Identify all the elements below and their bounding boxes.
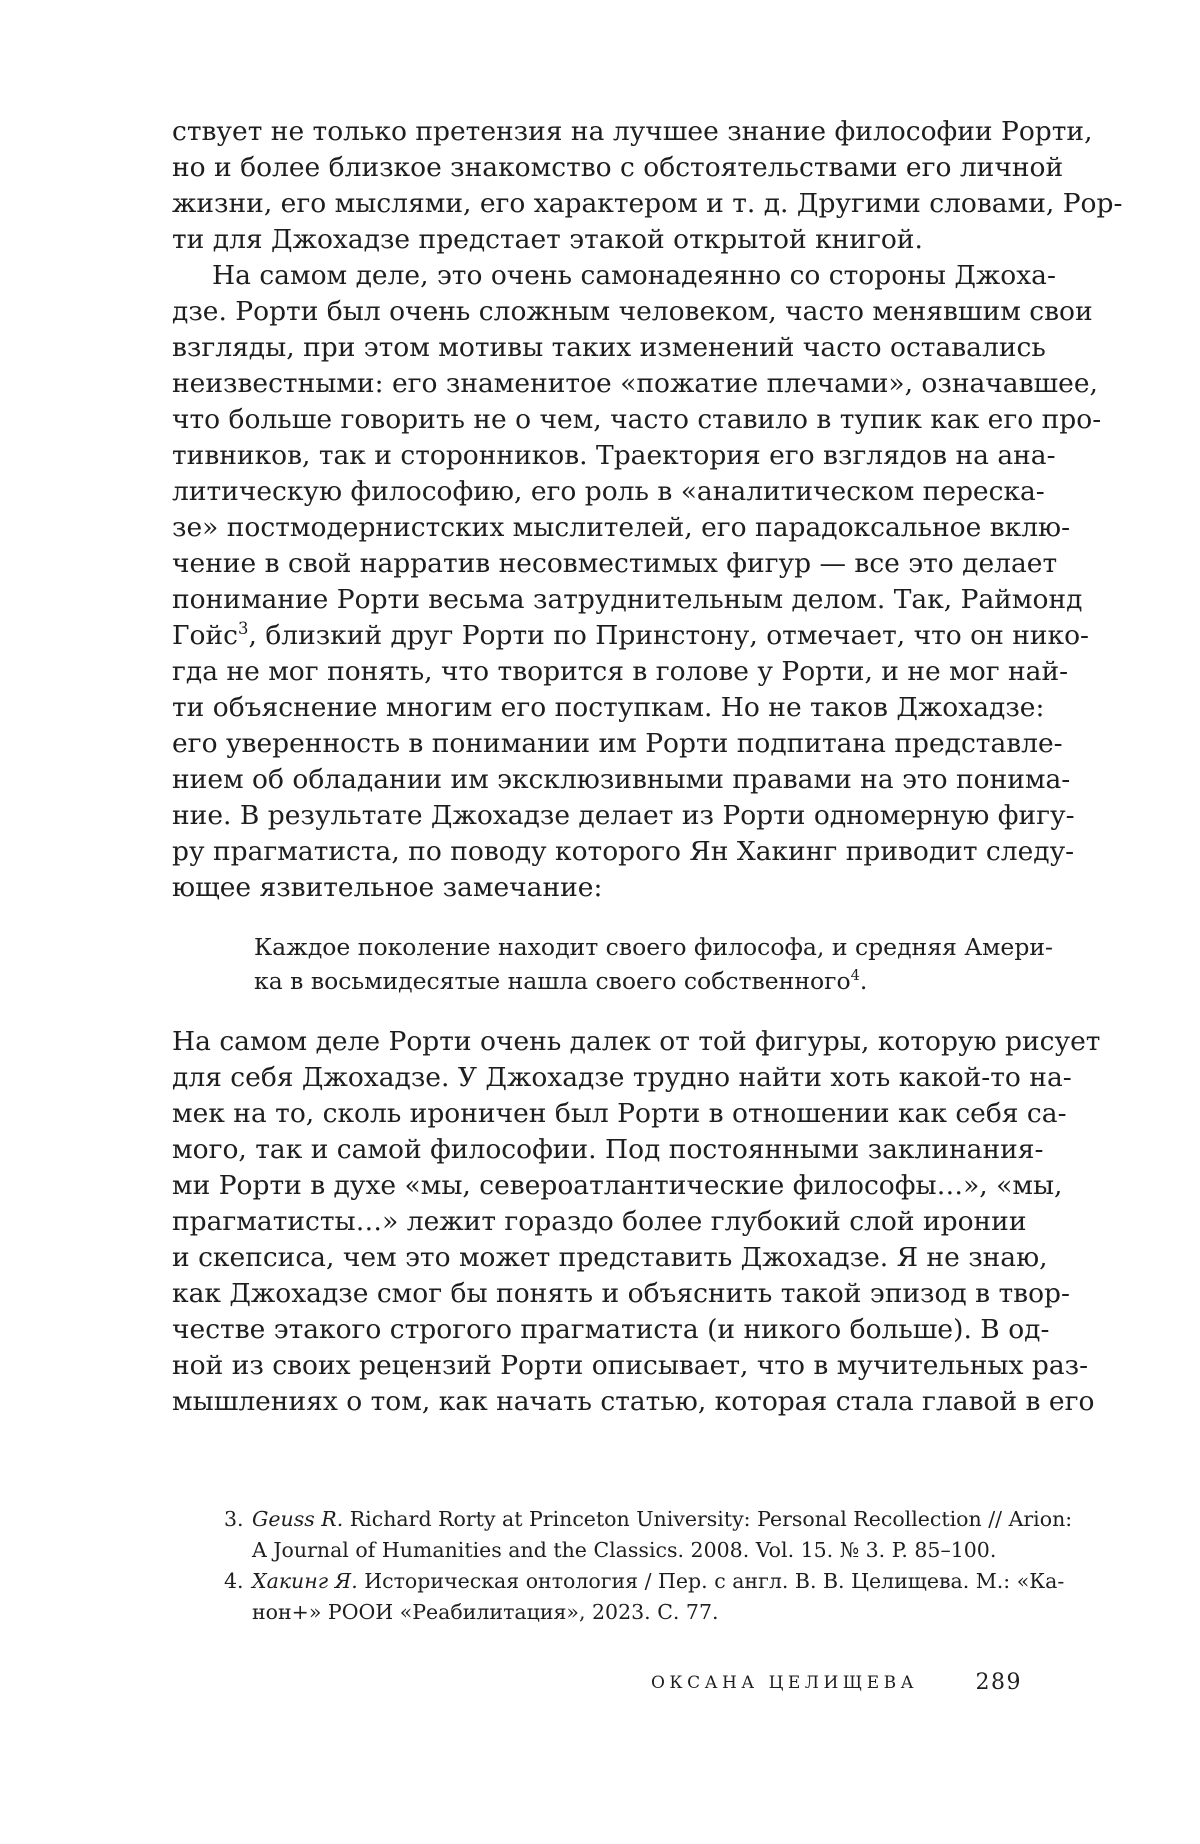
text-line: ти для Джохадзе предстает этакой открытой книгой. [172,224,923,255]
text-line: ющее язвительное замечание: [172,872,603,903]
text-line: понимание Рорти весьма затруднительным делом. Так, Раймонд [172,584,1083,615]
quote-period: . [859,967,868,995]
block-quote [254,930,1053,998]
paragraph-first-line: На самом деле, это очень самонадеянно со стороны Джоха- [212,260,1056,291]
footnote-text: Историческая онтология / Пер. с англ. В. В. Целищева. М.: «Ка- [357,1569,1065,1593]
text-line: ру прагматиста, по поводу которого Ян Хакинг приводит следу- [172,836,1075,867]
footnote-line: A Journal of Humanities and the Classics. 2008. Vol. 15. № 3. P. 85–100. [252,1538,997,1562]
text-line-with-footnote [172,618,1090,654]
text-line: дзе. Рорти был очень сложным человеком, часто менявшим свои [172,296,1093,327]
footnote-number: 3. [224,1507,244,1531]
text-line: гда не мог понять, что творится в голове у Рорти, и не мог най- [172,656,1069,687]
footnote-reference-3[interactable]: 3 [238,619,249,639]
page-number: 289 [975,1670,1022,1695]
text-line: мышлениях о том, как начать статью, которая стала главой в его [172,1386,1095,1417]
quote-text: ка в восьмидесятые нашла своего собственного [254,967,851,995]
text-line: мого, так и самой философии. Под постоянными заклинания- [172,1134,1044,1165]
text-line: тивников, так и сторонников. Траектория его взглядов на ана- [172,440,1056,471]
text-line: но и более близкое знакомство с обстоятельствами его личной [172,152,1064,183]
text-line: нием об обладании им эксклюзивными правами на это понима- [172,764,1071,795]
footnote-author: Geuss R. [252,1507,344,1531]
text-line: как Джохадзе смог бы понять и объяснить такой эпизод в твор- [172,1278,1070,1309]
text-line: что больше говорить не о чем, часто ставило в тупик как его про- [172,404,1102,435]
text-line: жизни, его мыслями, его характером и т. д. Другими словами, Рор- [172,188,1123,219]
footnote-4 [224,1566,1065,1628]
running-footer-author: ОКСАНА ЦЕЛИЩЕВА [650,1673,918,1693]
text-line: ние. В результате Джохадзе делает из Рорти одномерную фигу- [172,800,1075,831]
footnote-text: Richard Rorty at Princeton University: Personal Recollection // Arion: [343,1507,1073,1531]
quote-line [254,964,1022,998]
text-line: На самом деле Рорти очень далек от той фигуры, которую рисует [172,1026,1101,1057]
body-text-bottom [172,1024,1101,1420]
text-line: литическую философию, его роль в «аналитическом переска- [172,476,1045,507]
quote-line: Каждое поколение находит своего философа, и средняя Амери- [254,933,1053,961]
text-line: ствует не только претензия на лучшее знание философии Рорти, [172,116,1093,147]
text-line: прагматисты…» лежит гораздо более глубокий слой иронии [172,1206,1027,1237]
text-line: мек на то, сколь ироничен был Рорти в отношении как себя са- [172,1098,1067,1129]
text-line: честве этакого строгого прагматиста (и никого больше). В од- [172,1314,1050,1345]
footnote-reference-4[interactable]: 4 [850,967,860,985]
footnote-3 [224,1504,1073,1566]
text-line: ной из своих рецензий Рорти описывает, что в мучительных раз- [172,1350,1089,1381]
footnote-author: Хакинг Я. [252,1569,358,1593]
text-line: зе» постмодернистских мыслителей, его парадоксальное вклю- [172,512,1071,543]
text-line: чение в свой нарратив несовместимых фигур — все это делает [172,548,1058,579]
footnotes [224,1504,1073,1628]
text-line: неизвестными: его знаменитое «пожатие плечами», означавшее, [172,368,1098,399]
text-line: взгляды, при этом мотивы таких изменений часто оставались [172,332,1046,363]
text-line: ми Рорти в духе «мы, североатлантические философы…», «мы, [172,1170,1063,1201]
text-line: для себя Джохадзе. У Джохадзе трудно найти хоть какой-то на- [172,1062,1072,1093]
footnote-line [224,1566,1065,1597]
footnote-anchor-text: Гойс [172,620,239,651]
footnote-line: нон+» РООИ «Реабилитация», 2023. С. 77. [252,1600,719,1624]
footnote-trailing-text: , близкий друг Рорти по Принстону, отмечает, что он нико- [248,620,1090,651]
text-line: ти объяснение многим его поступкам. Но не таков Джохадзе: [172,692,1045,723]
footnote-line [224,1504,1073,1535]
running-footer [600,1666,1022,1700]
text-line: его уверенность в понимании им Рорти подпитана представле- [172,728,1063,759]
text-line: и скепсиса, чем это может представить Джохадзе. Я не знаю, [172,1242,1048,1273]
body-text-top [172,114,1123,906]
footnote-number: 4. [224,1569,244,1593]
